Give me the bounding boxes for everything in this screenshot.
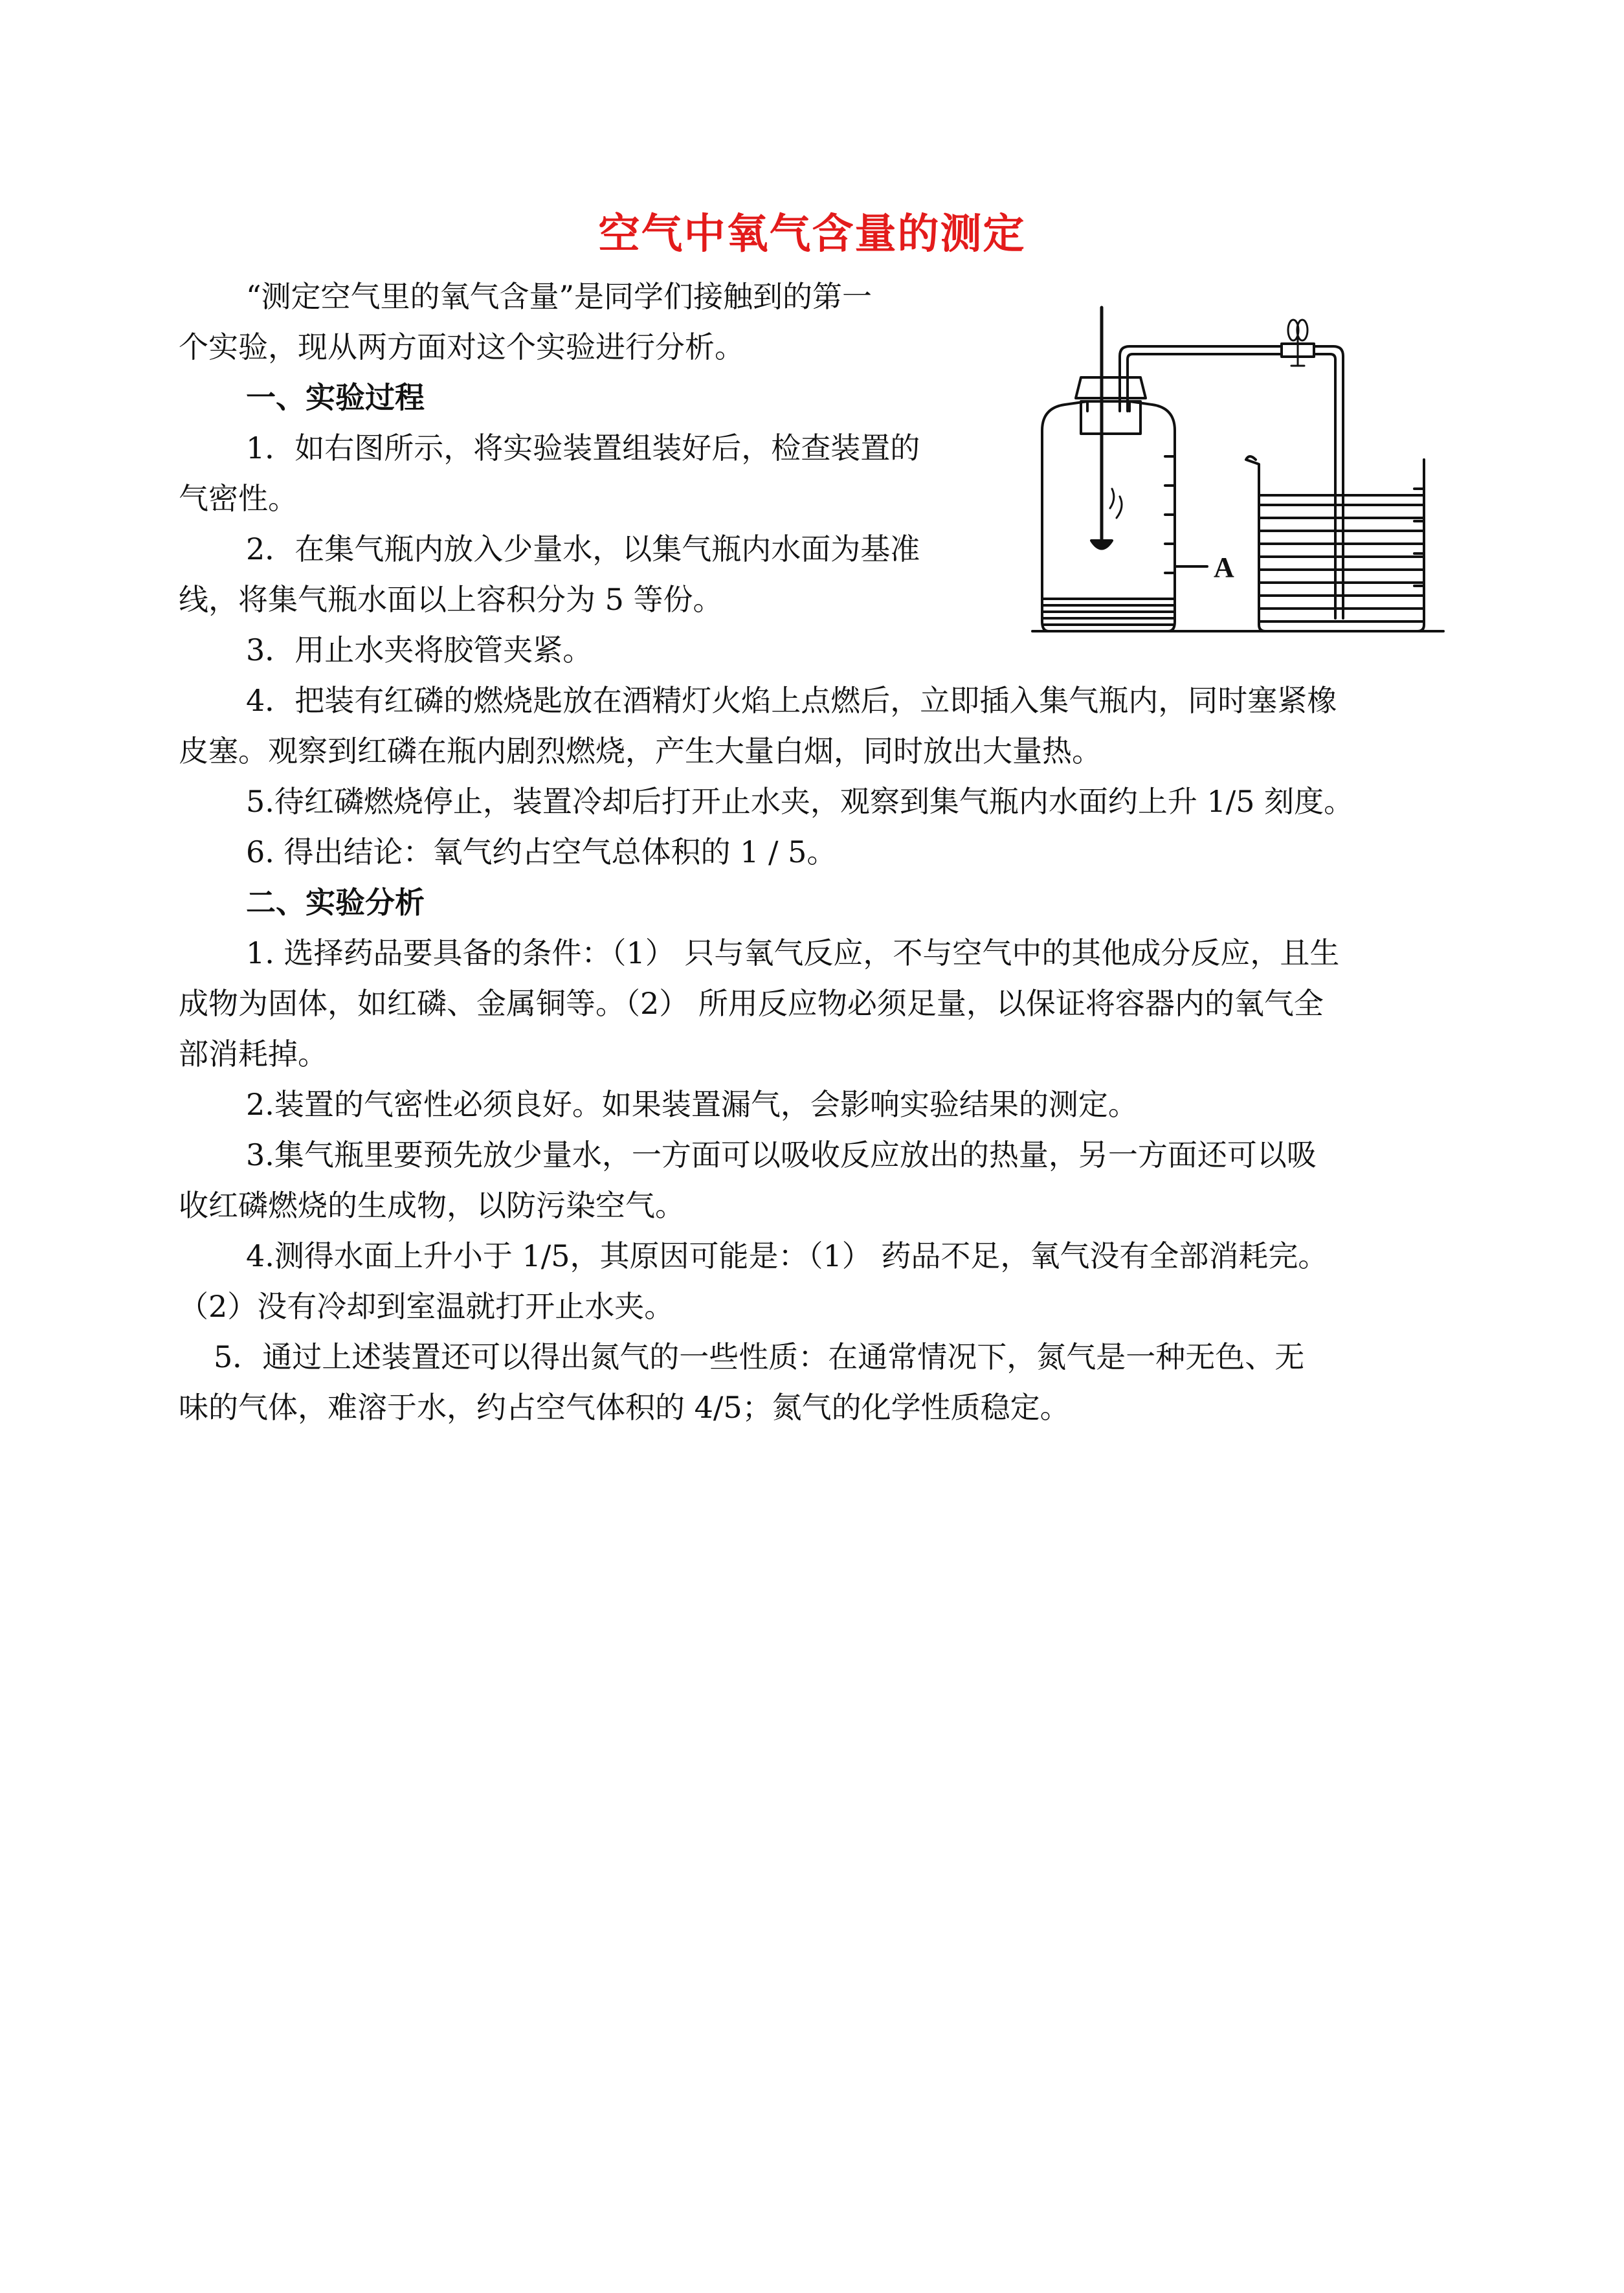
analysis-item: 4.测得水面上升小于 1/5，其原因可能是：（1） 药品不足，氧气没有全部消耗完。 xyxy=(246,1238,1328,1273)
analysis-item: 味的气体，难溶于水，约占空气体积的 4/5；氮气的化学性质稳定。 xyxy=(179,1390,1070,1425)
process-step: 4．把装有红磷的燃烧匙放在酒精灯火焰上点燃后，立即插入集气瓶内，同时塞紧橡 xyxy=(246,683,1337,718)
analysis-item: 收红磷燃烧的生成物，以防污染空气。 xyxy=(179,1188,685,1223)
analysis-item: 部消耗掉。 xyxy=(179,1036,328,1071)
bottle-neck xyxy=(1076,377,1146,398)
process-step: 皮塞。观察到红磷在瓶内剧烈燃烧，产生大量白烟，同时放出大量热。 xyxy=(179,733,1102,768)
analysis-item: （2）没有冷却到室温就打开止水夹。 xyxy=(179,1289,674,1324)
figure-label-a: A xyxy=(1214,552,1234,583)
analysis-item: 3.集气瓶里要预先放少量水，一方面可以吸收反应放出的热量，另一方面还可以吸 xyxy=(246,1137,1317,1172)
analysis-item: 2.装置的气密性必须良好。如果装置漏气，会影响实验结果的测定。 xyxy=(246,1087,1138,1122)
process-step: 2．在集气瓶内放入少量水，以集气瓶内水面为基准 xyxy=(246,531,920,566)
process-step: 线，将集气瓶水面以上容积分为 5 等份。 xyxy=(179,582,723,617)
section-heading-analysis: 二、实验分析 xyxy=(246,885,425,920)
page-title: 空气中氧气含量的测定 xyxy=(598,210,1026,258)
gas-bottle xyxy=(1042,377,1175,631)
process-step: 气密性。 xyxy=(179,481,298,516)
combustion-spoon xyxy=(1091,308,1122,549)
process-step: 3．用止水夹将胶管夹紧。 xyxy=(246,632,593,667)
process-step: 1．如右图所示，将实验装置组装好后，检查装置的 xyxy=(246,431,920,465)
intro-line: 个实验，现从两方面对这个实验进行分析。 xyxy=(179,330,744,364)
process-step: 6. 得出结论：氧气约占空气总体积的 1 / 5。 xyxy=(246,834,837,869)
analysis-item: 5．通过上述装置还可以得出氮气的一些性质：在通常情况下，氮气是一种无色、无 xyxy=(214,1339,1305,1374)
apparatus-diagram xyxy=(1029,295,1450,644)
process-step: 5.待红磷燃烧停止，装置冷却后打开止水夹，观察到集气瓶内水面约上升 1/5 刻度。 xyxy=(246,784,1354,819)
rubber-stopper xyxy=(1081,401,1140,434)
analysis-item: 1. 选择药品要具备的条件：（1） 只与氧气反应，不与空气中的其他成分反应，且生 xyxy=(246,935,1340,970)
intro-line: “测定空气里的氧气含量”是同学们接触到的第一 xyxy=(246,279,873,314)
section-heading-process: 一、实验过程 xyxy=(246,380,425,415)
analysis-item: 成物为固体，如红磷、金属铜等。（2） 所用反应物必须足量，以保证将容器内的氧气全 xyxy=(179,986,1324,1021)
